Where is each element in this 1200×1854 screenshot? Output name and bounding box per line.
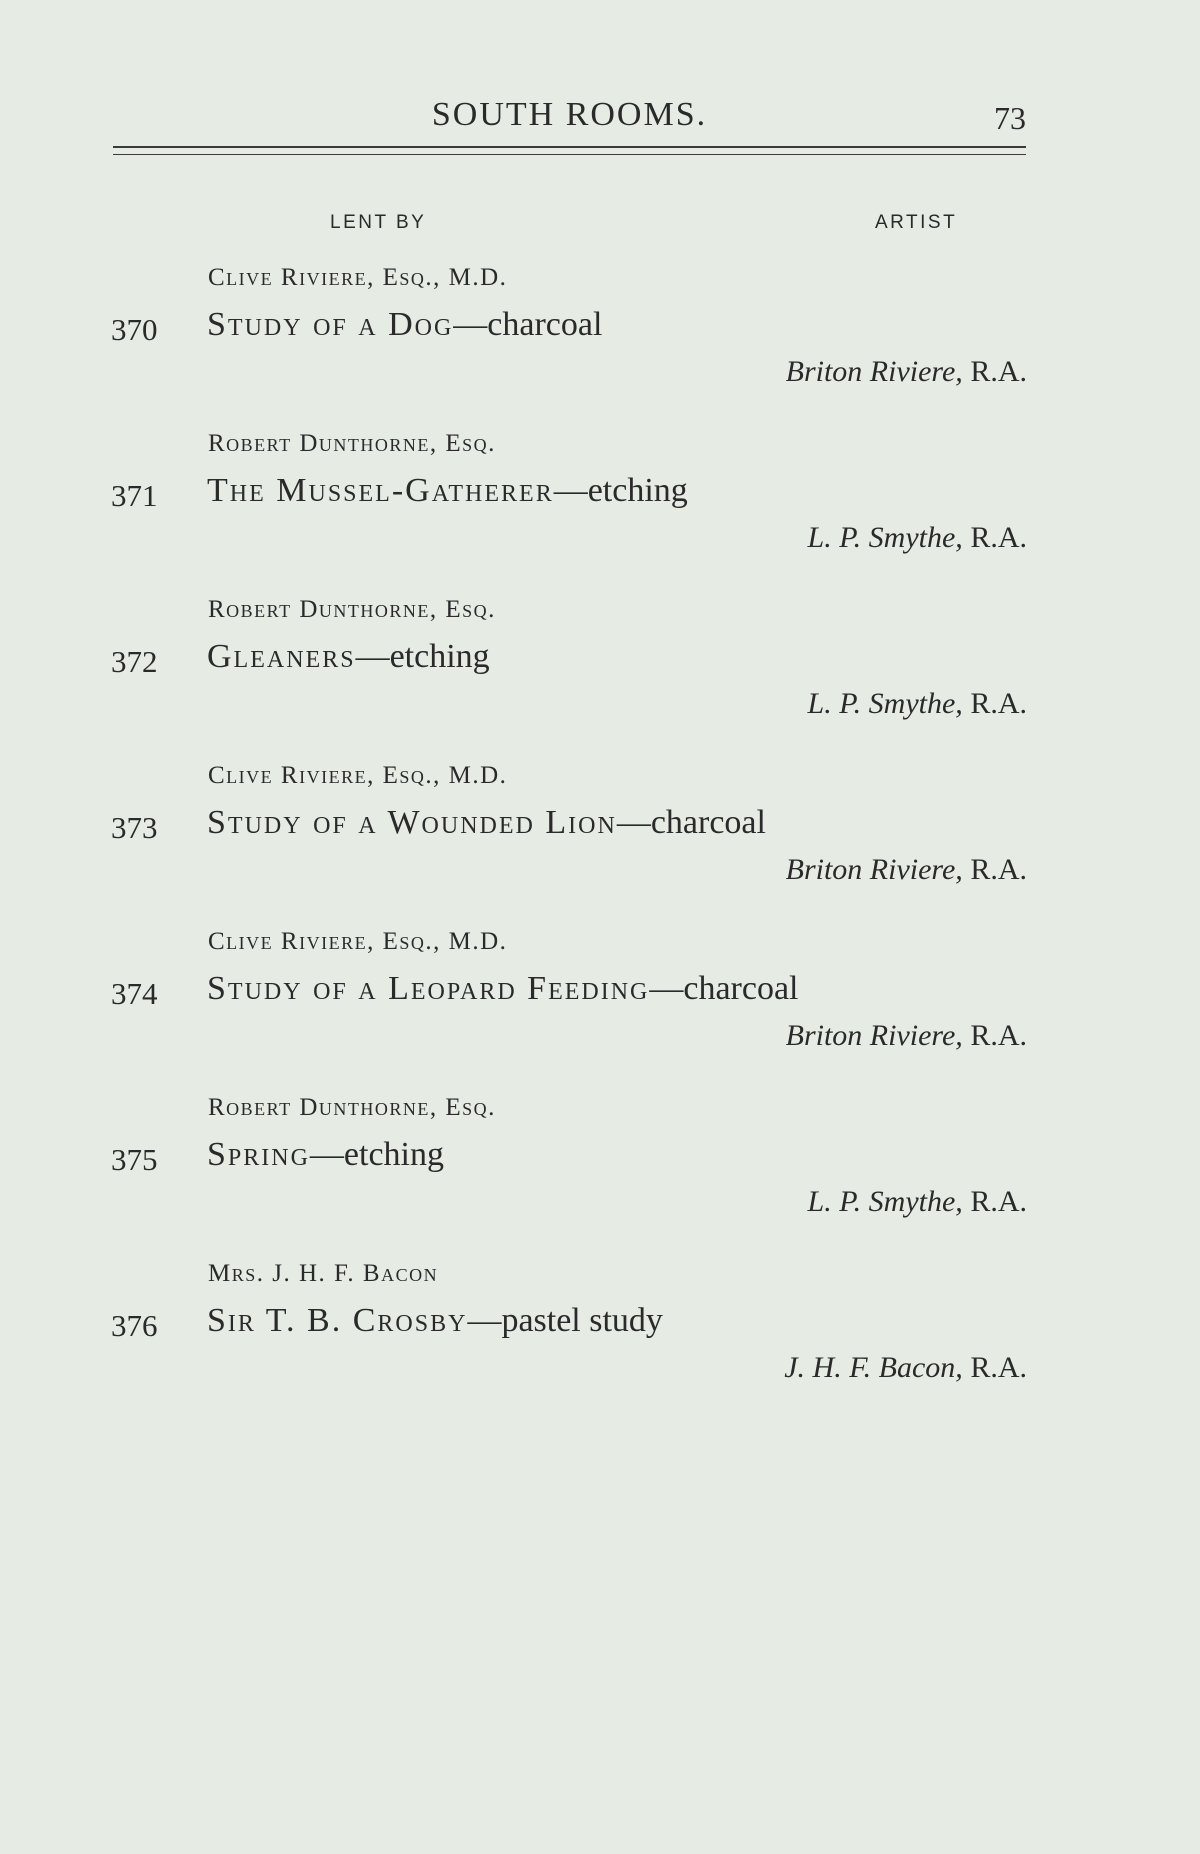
lender: Robert Dunthorne, Esq. (208, 1094, 496, 1121)
work-medium: —charcoal (616, 804, 766, 841)
catalogue-number: 370 (111, 312, 158, 347)
work-title (207, 638, 490, 676)
catalogue-entry (0, 430, 1200, 570)
page-number: 73 (994, 100, 1026, 136)
catalogue-number: 371 (111, 478, 158, 513)
artist-credit (786, 853, 1027, 887)
artist-title: R.A. (962, 1351, 1027, 1384)
catalogue-entry (0, 264, 1200, 404)
page-title: SOUTH ROOMS. (431, 96, 708, 133)
work-medium: —etching (553, 472, 688, 509)
artist-name: Briton Riviere, (785, 853, 963, 886)
artist-credit (784, 1351, 1027, 1385)
work-name: Study of a Wounded Lion (207, 804, 617, 841)
catalogue-number: 373 (111, 810, 158, 845)
lender: Clive Riviere, Esq., M.D. (208, 762, 508, 789)
lent-by-heading: LENT BY (330, 212, 427, 233)
work-name: The Mussel-Gatherer (207, 472, 554, 509)
artist-credit (808, 1185, 1027, 1219)
artist-name: L. P. Smythe, (807, 521, 963, 554)
work-medium: —etching (355, 638, 490, 675)
artist-title: R.A. (962, 853, 1027, 886)
artist-name: Briton Riviere, (785, 1019, 963, 1052)
header-rule (113, 146, 1026, 155)
artist-name: Briton Riviere, (785, 355, 963, 388)
running-head (113, 96, 1026, 136)
artist-title: R.A. (962, 1019, 1027, 1052)
catalogue-number: 376 (111, 1308, 158, 1343)
work-medium: —charcoal (453, 306, 603, 343)
artist-name: J. H. F. Bacon, (784, 1351, 963, 1384)
catalogue-entry (0, 762, 1200, 902)
lender: Clive Riviere, Esq., M.D. (208, 928, 508, 955)
artist-name: L. P. Smythe, (807, 687, 963, 720)
lender: Clive Riviere, Esq., M.D. (208, 264, 508, 291)
artist-title: R.A. (962, 521, 1027, 554)
work-medium: —pastel study (467, 1302, 663, 1339)
lender: Robert Dunthorne, Esq. (208, 430, 496, 457)
catalogue-entry (0, 1260, 1200, 1400)
catalogue-number: 372 (111, 644, 158, 679)
work-medium: —charcoal (649, 970, 799, 1007)
work-medium: —etching (309, 1136, 444, 1173)
catalogue-number: 374 (111, 976, 158, 1011)
catalogue-number: 375 (111, 1142, 158, 1177)
work-name: Spring (207, 1136, 310, 1173)
catalogue-entry (0, 596, 1200, 736)
artist-title: R.A. (962, 355, 1027, 388)
work-title (207, 1302, 663, 1340)
catalogue-entry (0, 1094, 1200, 1234)
artist-title: R.A. (962, 1185, 1027, 1218)
artist-heading: ARTIST (875, 212, 958, 233)
work-title (207, 306, 602, 344)
work-name: Study of a Leopard Feeding (207, 970, 650, 1007)
lender: Robert Dunthorne, Esq. (208, 596, 496, 623)
work-name: Study of a Dog (207, 306, 454, 343)
catalogue-entry (0, 928, 1200, 1068)
work-title (207, 472, 688, 510)
work-title (207, 804, 766, 842)
work-name: Sir T. B. Crosby (207, 1302, 468, 1339)
artist-credit (786, 355, 1027, 389)
lender: Mrs. J. H. F. Bacon (208, 1260, 439, 1287)
artist-title: R.A. (962, 687, 1027, 720)
column-headers (0, 212, 1200, 236)
work-name: Gleaners (207, 638, 356, 675)
artist-credit (808, 687, 1027, 721)
work-title (207, 1136, 444, 1174)
artist-credit (786, 1019, 1027, 1053)
work-title (207, 970, 799, 1008)
artist-name: L. P. Smythe, (807, 1185, 963, 1218)
artist-credit (808, 521, 1027, 555)
